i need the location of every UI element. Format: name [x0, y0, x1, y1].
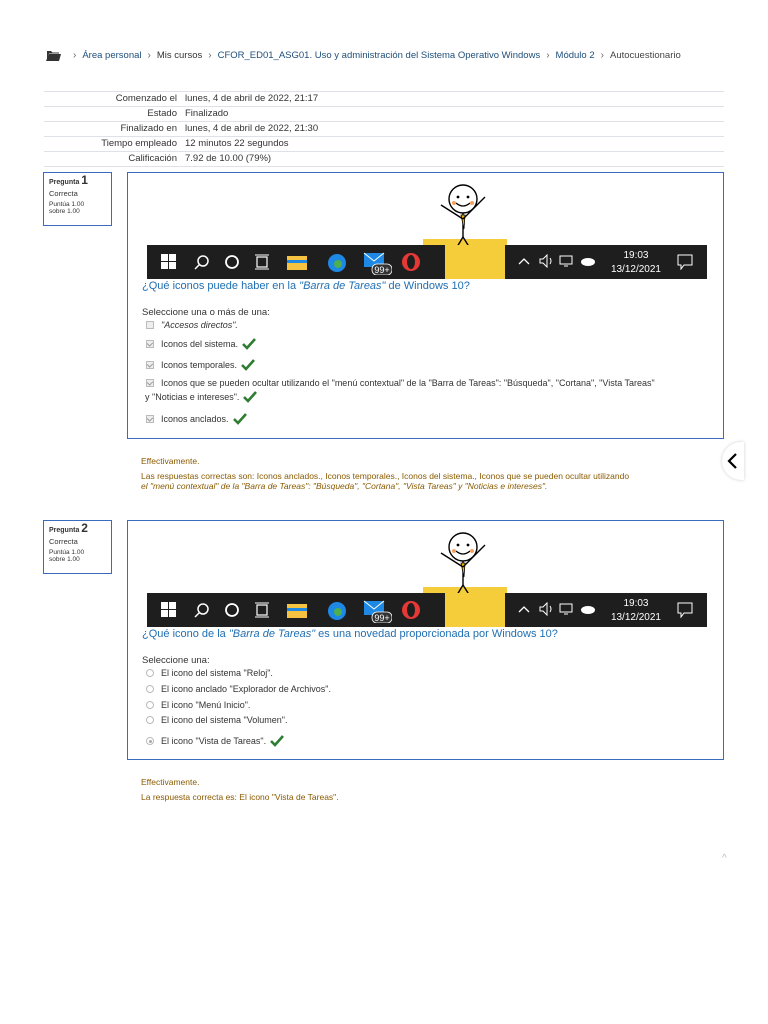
question-num: 1: [81, 173, 88, 187]
network-icon: [559, 254, 575, 268]
summary-value: lunes, 4 de abril de 2022, 21:30: [181, 122, 724, 137]
grade-line: Puntúa 1.00: [49, 549, 85, 556]
summary-row: [44, 122, 724, 137]
checkbox[interactable]: [146, 361, 154, 369]
feedback-general: Effectivamente.: [141, 777, 200, 787]
answer-option[interactable]: [146, 668, 273, 678]
chevron-right-icon: ›: [73, 50, 77, 61]
volume-icon: [539, 254, 555, 268]
chevron-up-icon: [518, 604, 530, 614]
summary-value: Finalizado: [181, 107, 724, 122]
option-label: y "Noticias e intereses".: [145, 392, 240, 402]
answer-option[interactable]: [146, 320, 238, 330]
question-text-part: ¿Qué icono de la: [142, 628, 229, 640]
answer-option[interactable]: [146, 700, 250, 710]
breadcrumb-link-course[interactable]: CFOR_ED01_ASG01. Uso y administración del Sistema Operativo Windows: [217, 50, 541, 61]
clock-time: 19:03: [623, 598, 649, 609]
notifications-icon: [677, 254, 693, 270]
search-icon: [194, 602, 210, 618]
opera-icon: [401, 600, 421, 620]
correct-check-icon: [241, 359, 255, 371]
question-feedback-2: [141, 777, 716, 802]
question-num: 2: [81, 521, 88, 535]
onedrive-icon: [580, 254, 596, 266]
feedback-right-answer: el "menú contextual" de la "Barra de Tareas": "Búsqueda", "Cortana", "Vista Tareas" y "Noticias e intereses".: [141, 481, 548, 491]
question-label: Pregunta: [49, 179, 80, 186]
task-view-icon: [254, 254, 270, 270]
answer-option[interactable]: [146, 684, 331, 694]
chevron-right-icon: ›: [147, 50, 151, 61]
windows-start-icon: [161, 254, 177, 270]
drawer-toggle-button[interactable]: [722, 442, 744, 480]
volume-icon: [539, 602, 555, 616]
question-grade: [49, 549, 106, 563]
summary-key: Calificación: [44, 152, 181, 167]
notifications-icon: [677, 602, 693, 618]
question-text-part: ¿Qué iconos puede haber en la: [142, 280, 300, 292]
radio-button[interactable]: [146, 669, 154, 677]
answer-prompt: Seleccione una:: [142, 655, 210, 666]
radio-button[interactable]: [146, 701, 154, 709]
radio-button[interactable]: [146, 685, 154, 693]
grade-line: sobre 1.00: [49, 208, 80, 215]
breadcrumb: [46, 50, 681, 61]
mail-icon: [362, 599, 392, 623]
answer-option[interactable]: [146, 338, 256, 350]
question-grade: [49, 201, 106, 215]
feedback-general: Effectivamente.: [141, 456, 200, 466]
file-explorer-icon: [287, 254, 307, 270]
summary-value: 7.92 de 10.00 (79%): [181, 152, 724, 167]
summary-row: [44, 92, 724, 107]
chevron-right-icon: ›: [208, 50, 212, 61]
chevron-right-icon: ›: [546, 50, 550, 61]
correct-check-icon: [242, 338, 256, 350]
summary-key: Tiempo empleado: [44, 137, 181, 152]
option-label: "Accesos directos".: [161, 320, 238, 330]
summary-key: Finalizado en: [44, 122, 181, 137]
answer-prompt: Seleccione una o más de una:: [142, 307, 270, 318]
grade-line: Puntúa 1.00: [49, 201, 85, 208]
figure-overlay: [445, 593, 505, 627]
opera-icon: [401, 252, 421, 272]
summary-value: lunes, 4 de abril de 2022, 21:17: [181, 92, 724, 107]
clock-date: 13/12/2021: [610, 612, 661, 623]
answer-option[interactable]: [146, 359, 255, 371]
chevron-up-icon: [518, 256, 530, 266]
option-label: Iconos temporales.: [161, 360, 238, 370]
feedback-right-answer: La respuesta correcta es: El icono "Vista de Tareas".: [141, 792, 339, 802]
option-label: Iconos que se pueden ocultar utilizando el "menú contextual" de la "Barra de Tareas": "Búsqueda", "Cortana", "Vista Tareas": [161, 378, 655, 388]
summary-row: [44, 152, 724, 167]
clock-date: 13/12/2021: [610, 264, 661, 275]
mail-icon: [362, 251, 392, 275]
breadcrumb-link-module[interactable]: Módulo 2: [555, 50, 595, 61]
question-text: [142, 628, 558, 640]
search-icon: [194, 254, 210, 270]
question-text-part: es una novedad proporcionada por Windows 10?: [315, 628, 558, 640]
correct-check-icon: [233, 413, 247, 425]
figure-overlay: [445, 245, 505, 279]
question-number: [49, 521, 106, 535]
correct-check-icon: [243, 391, 257, 403]
summary-key: Estado: [44, 107, 181, 122]
answer-option[interactable]: [146, 378, 655, 403]
checkbox[interactable]: [146, 379, 154, 387]
network-icon: [559, 602, 575, 616]
question-info-1: [43, 172, 112, 226]
question-state: Correcta: [49, 537, 78, 546]
edge-icon: [327, 254, 347, 272]
breadcrumb-current: Autocuestionario: [609, 50, 681, 61]
answer-option[interactable]: [146, 715, 287, 725]
feedback-right-answer: Las respuestas correctas son: Iconos anclados., Iconos temporales., Iconos del sistema., Iconos que se pueden ocultar utilizando: [141, 471, 630, 481]
summary-value: 12 minutos 22 segundos: [181, 137, 724, 152]
summary-key: Comenzado el: [44, 92, 181, 107]
question-label: Pregunta: [49, 527, 80, 534]
question-text-part: de Windows 10?: [385, 280, 470, 292]
task-view-icon: [254, 602, 270, 618]
summary-row: [44, 107, 724, 122]
question-text: [142, 280, 470, 292]
option-label: El icono del sistema "Volumen".: [161, 715, 288, 725]
grade-line: sobre 1.00: [49, 556, 80, 563]
attempt-summary-table: [44, 91, 724, 167]
option-label: El icono "Menú Inicio".: [161, 700, 251, 710]
chevron-left-icon: [722, 442, 744, 480]
option-label: El icono anclado "Explorador de Archivos".: [161, 684, 331, 694]
answer-option[interactable]: [146, 413, 247, 425]
question-content-1: [127, 172, 724, 439]
option-label: Iconos anclados.: [161, 414, 229, 424]
question-state: Correcta: [49, 189, 78, 198]
checkbox[interactable]: [146, 321, 154, 329]
mail-badge: 99+: [374, 613, 390, 623]
checkbox[interactable]: [146, 340, 154, 348]
back-to-top-icon[interactable]: ^: [722, 853, 727, 864]
folder-icon[interactable]: [46, 50, 61, 61]
clock: [611, 249, 661, 277]
windows-taskbar-image: [147, 593, 707, 627]
summary-row: [44, 137, 724, 152]
breadcrumb-link-mis-cursos[interactable]: Mis cursos: [156, 50, 203, 61]
file-explorer-icon: [287, 602, 307, 618]
option-label: Iconos del sistema.: [161, 339, 239, 349]
option-label: El icono "Vista de Tareas".: [161, 736, 267, 746]
radio-button[interactable]: [146, 737, 154, 745]
chevron-right-icon: ›: [600, 50, 604, 61]
question-feedback-1: [141, 456, 716, 491]
edge-icon: [327, 602, 347, 620]
checkbox[interactable]: [146, 415, 154, 423]
question-text-emphasis: "Barra de Tareas": [299, 280, 386, 292]
mail-badge: 99+: [374, 265, 390, 275]
radio-button[interactable]: [146, 716, 154, 724]
cortana-icon: [224, 254, 240, 270]
option-label: El icono del sistema "Reloj".: [161, 668, 273, 678]
onedrive-icon: [580, 602, 596, 614]
clock-time: 19:03: [623, 250, 649, 261]
clock: [611, 597, 661, 625]
question-number: [49, 173, 106, 187]
windows-taskbar-image: [147, 245, 707, 279]
cortana-icon: [224, 602, 240, 618]
breadcrumb-link-area-personal[interactable]: Área personal: [82, 50, 142, 61]
question-text-emphasis: "Barra de Tareas": [228, 628, 316, 640]
question-content-2: [127, 520, 724, 760]
correct-check-icon: [270, 735, 284, 747]
windows-start-icon: [161, 602, 177, 618]
answer-option[interactable]: [146, 735, 284, 747]
question-info-2: [43, 520, 112, 574]
